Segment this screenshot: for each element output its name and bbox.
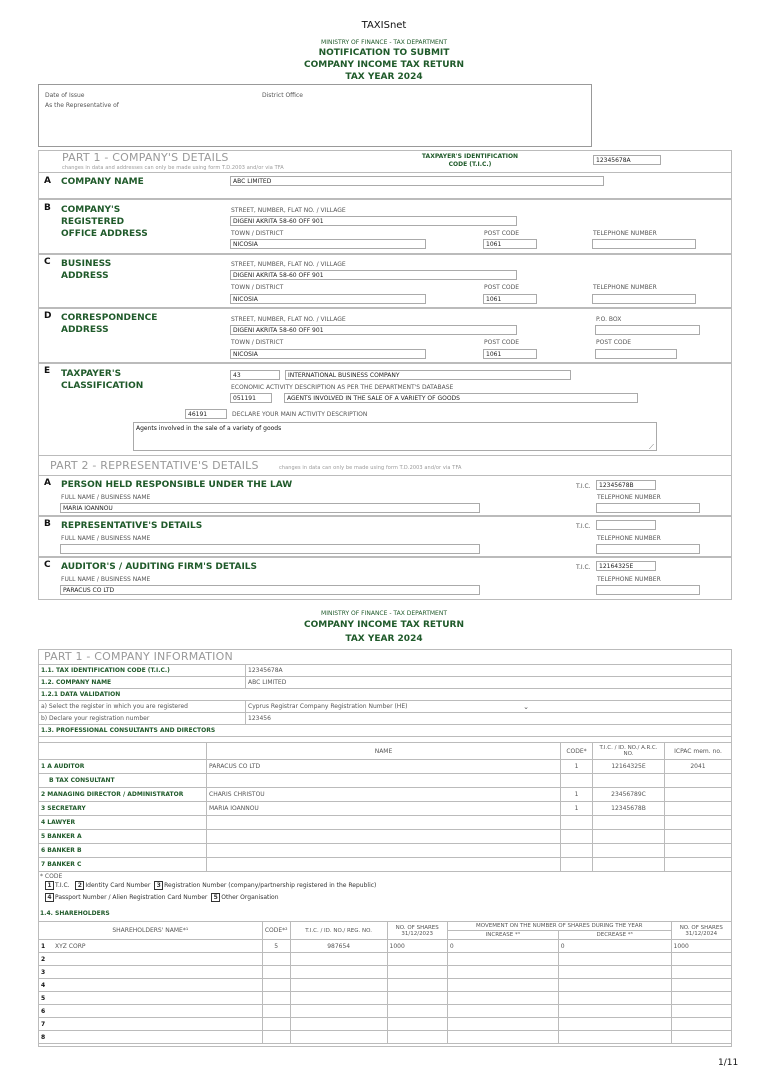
tax-year-title: TAX YEAR 2024 bbox=[345, 72, 423, 82]
shareholder-row-number: 5 bbox=[41, 994, 46, 1002]
consultant-name[interactable]: CHARIS CHRISTOU bbox=[207, 788, 561, 802]
shareholder-row bbox=[39, 979, 732, 992]
consultant-name[interactable]: PARACUS CO LTD bbox=[207, 760, 561, 774]
classification-title-1: TAXPAYER'S bbox=[61, 369, 122, 379]
shareholder-decrease[interactable] bbox=[558, 1031, 671, 1044]
shareholder-shares-2024[interactable] bbox=[671, 1031, 731, 1044]
shareholder-decrease[interactable] bbox=[558, 966, 671, 979]
town-field[interactable]: NICOSIA bbox=[230, 349, 426, 359]
company-name-field[interactable]: ABC LIMITED bbox=[230, 176, 604, 186]
sh-header-shares-2024: NO. OF SHARES 31/12/2024 bbox=[671, 922, 731, 940]
notification-title: NOTIFICATION TO SUBMIT bbox=[318, 48, 450, 58]
town-field[interactable]: NICOSIA bbox=[230, 239, 426, 249]
shareholders-title: 1.4. SHAREHOLDERS bbox=[40, 910, 110, 917]
shareholder-code[interactable] bbox=[262, 1031, 290, 1044]
issue-box bbox=[38, 84, 592, 147]
class-desc-field[interactable]: INTERNATIONAL BUSINESS COMPANY bbox=[285, 370, 571, 380]
consultant-tic[interactable] bbox=[593, 844, 665, 858]
consultant-role: 7 BANKER C bbox=[39, 858, 207, 872]
shareholder-code[interactable] bbox=[262, 992, 290, 1005]
telephone-field[interactable] bbox=[592, 239, 696, 249]
shareholder-increase[interactable] bbox=[447, 1031, 558, 1044]
street-label: STREET, NUMBER, FLAT NO. / VILLAGE bbox=[231, 261, 346, 268]
po-box-label: P.O. BOX bbox=[596, 316, 622, 323]
consultant-header-tic: T.I.C. / ID. NO./ A.R.C. NO. bbox=[593, 743, 665, 760]
street-field[interactable]: DIGENI AKRITA 58-60 OFF 901 bbox=[230, 216, 517, 226]
shareholder-shares-2024[interactable] bbox=[671, 992, 731, 1005]
post-code-field[interactable]: 1061 bbox=[483, 294, 537, 304]
shareholder-increase[interactable] bbox=[447, 1005, 558, 1018]
registered-office-title-1: COMPANY'S bbox=[61, 205, 121, 215]
tic-label-2: CODE (T.I.C.) bbox=[448, 161, 492, 168]
consultant-role: 3 SECRETARY bbox=[39, 802, 207, 816]
shareholder-name-cell[interactable] bbox=[39, 1031, 263, 1044]
shareholder-increase[interactable] bbox=[447, 992, 558, 1005]
tic-label: T.I.C. bbox=[576, 564, 591, 571]
shareholder-decrease[interactable] bbox=[558, 953, 671, 966]
consultant-header-blank bbox=[39, 743, 207, 760]
shareholder-name-cell[interactable] bbox=[39, 979, 263, 992]
class-code-field[interactable]: 43 bbox=[230, 370, 280, 380]
consultant-code[interactable]: 1 bbox=[561, 760, 593, 774]
consultant-header-code: CODE* bbox=[561, 743, 593, 760]
sh-header-increase: INCREASE *³ bbox=[447, 931, 558, 940]
tic-row-label: 1.1. TAX IDENTIFICATION CODE (T.I.C.) bbox=[39, 665, 246, 677]
main-activity-label: DECLARE YOUR MAIN ACTIVITY DESCRIPTION bbox=[232, 411, 368, 418]
business-address-title-1: BUSINESS bbox=[61, 259, 112, 269]
shareholder-row bbox=[39, 953, 732, 966]
data-validation-label: 1.2.1 DATA VALIDATION bbox=[39, 689, 732, 701]
code-1-label: T.I.C. bbox=[55, 882, 70, 889]
shareholder-decrease[interactable] bbox=[558, 1018, 671, 1031]
econ-activity-label: ECONOMIC ACTIVITY DESCRIPTION AS PER THE DEPARTMENT'S DATABASE bbox=[231, 384, 454, 391]
code-2-box: 2 bbox=[75, 881, 84, 890]
shareholder-code[interactable] bbox=[262, 979, 290, 992]
tic-label: T.I.C. bbox=[576, 483, 591, 490]
shareholder-tic[interactable] bbox=[290, 1005, 387, 1018]
full-name-label: FULL NAME / BUSINESS NAME bbox=[61, 535, 151, 542]
tic-field[interactable]: 12345678B bbox=[596, 480, 656, 490]
tic-field[interactable]: 12345678A bbox=[593, 155, 661, 165]
consultant-header-name: NAME bbox=[207, 743, 561, 760]
register-select-value: Cyprus Registrar Company Registration Number (HE) bbox=[248, 702, 408, 710]
company-info-table bbox=[38, 664, 732, 737]
company-name-row-label: 1.2. COMPANY NAME bbox=[39, 677, 246, 689]
shareholder-name-cell[interactable] bbox=[39, 940, 263, 953]
town-field[interactable]: NICOSIA bbox=[230, 294, 426, 304]
section-b-letter: B bbox=[44, 203, 51, 213]
sh-header-decrease: DECREASE *³ bbox=[558, 931, 671, 940]
shareholder-name-cell[interactable] bbox=[39, 1018, 263, 1031]
resize-handle-icon[interactable]: ⟋ bbox=[649, 443, 654, 451]
full-name-label: FULL NAME / BUSINESS NAME bbox=[61, 494, 151, 501]
shareholder-tic[interactable] bbox=[290, 992, 387, 1005]
consultant-code[interactable] bbox=[561, 858, 593, 872]
shareholder-name-cell[interactable] bbox=[39, 953, 263, 966]
part2-note: changes in data can only be made using form T.D.2003 and/or via TFA bbox=[279, 465, 462, 471]
section-d-letter: D bbox=[44, 311, 52, 321]
shareholder-row bbox=[39, 1018, 732, 1031]
town-label: TOWN / DISTRICT bbox=[231, 230, 284, 237]
consultant-icpac[interactable] bbox=[665, 844, 732, 858]
shareholder-row bbox=[39, 966, 732, 979]
sh-header-tic: T.I.C. / ID. NO./ REG. NO. bbox=[290, 922, 387, 940]
consultant-role: 6 BANKER B bbox=[39, 844, 207, 858]
shareholder-shares-2024[interactable] bbox=[671, 1005, 731, 1018]
shareholders-table bbox=[38, 921, 732, 1044]
part2-title: PART 2 - REPRESENTATIVE'S DETAILS bbox=[50, 459, 259, 472]
telephone-label: TELEPHONE NUMBER bbox=[597, 535, 661, 542]
shareholder-name: XYZ CORP bbox=[55, 942, 86, 950]
part1-title: PART 1 - COMPANY'S DETAILS bbox=[62, 151, 229, 164]
post-code-field[interactable]: 1061 bbox=[483, 349, 537, 359]
code-5-box: 5 bbox=[211, 893, 220, 902]
district-office-label: District Office bbox=[262, 92, 303, 99]
full-name-field[interactable]: PARACUS CO LTD bbox=[60, 585, 480, 595]
street-field[interactable]: DIGENI AKRITA 58-60 OFF 901 bbox=[230, 270, 517, 280]
consultants-label: 1.3. PROFESSIONAL CONSULTANTS AND DIRECTORS bbox=[39, 725, 732, 737]
tic-label: T.I.C. bbox=[576, 523, 591, 530]
consultants-table bbox=[38, 742, 732, 872]
shareholder-code[interactable] bbox=[262, 966, 290, 979]
representative-title: REPRESENTATIVE'S DETAILS bbox=[61, 521, 203, 531]
shareholder-row bbox=[39, 1005, 732, 1018]
business-address-title-2: ADDRESS bbox=[61, 271, 109, 281]
shareholder-shares-2023[interactable] bbox=[387, 992, 447, 1005]
telephone-label: TELEPHONE NUMBER bbox=[593, 230, 657, 237]
telephone-label: TELEPHONE NUMBER bbox=[597, 576, 661, 583]
tic-field[interactable]: 12164325E bbox=[596, 561, 656, 571]
registered-office-title-3: OFFICE ADDRESS bbox=[61, 229, 148, 239]
consultant-role: 5 BANKER A bbox=[39, 830, 207, 844]
consultant-code[interactable] bbox=[561, 844, 593, 858]
shareholder-shares-2024[interactable] bbox=[671, 953, 731, 966]
main-activity-text: Agents involved in the sale of a variety of goods bbox=[136, 425, 282, 432]
registration-number-label: b) Declare your registration number bbox=[39, 713, 246, 725]
part1-note: changes in data and addresses can only be made using form T.D.2003 and/or via TFA bbox=[62, 165, 284, 171]
sh-header-name: SHAREHOLDERS' NAME*¹ bbox=[39, 922, 263, 940]
consultant-icpac[interactable] bbox=[665, 802, 732, 816]
shareholder-shares-2024[interactable] bbox=[671, 979, 731, 992]
section-e-letter: E bbox=[44, 366, 51, 376]
shareholder-name-cell[interactable] bbox=[39, 992, 263, 1005]
town-label: TOWN / DISTRICT bbox=[231, 339, 284, 346]
consultant-icpac[interactable] bbox=[665, 816, 732, 830]
tic-row-value[interactable]: 12345678A bbox=[246, 665, 732, 677]
shareholder-row-number: 4 bbox=[41, 981, 46, 989]
telephone-field[interactable] bbox=[596, 544, 700, 554]
shareholder-tic[interactable] bbox=[290, 1031, 387, 1044]
consultant-tic[interactable] bbox=[593, 816, 665, 830]
shareholder-row-number: 3 bbox=[41, 968, 46, 976]
shareholder-row bbox=[39, 1031, 732, 1044]
consultant-code[interactable] bbox=[561, 830, 593, 844]
correspondence-title-1: CORRESPONDENCE bbox=[61, 313, 158, 323]
shareholder-tic[interactable] bbox=[290, 966, 387, 979]
shareholder-code[interactable] bbox=[262, 1018, 290, 1031]
telephone-field[interactable] bbox=[592, 294, 696, 304]
shareholder-row bbox=[39, 992, 732, 1005]
consultant-tic[interactable]: 23456789C bbox=[593, 788, 665, 802]
shareholder-tic[interactable]: 987654 bbox=[290, 940, 387, 953]
code-5-label: Other Organisation bbox=[221, 894, 279, 901]
consultant-role: 2 MANAGING DIRECTOR / ADMINISTRATOR bbox=[39, 788, 207, 802]
consultant-role: 4 LAWYER bbox=[39, 816, 207, 830]
shareholder-name-cell[interactable] bbox=[39, 1005, 263, 1018]
shareholder-row-number: 7 bbox=[41, 1020, 46, 1028]
shareholder-row-number: 1 bbox=[41, 942, 46, 950]
shareholder-tic[interactable] bbox=[290, 979, 387, 992]
shareholder-row-number: 6 bbox=[41, 1007, 46, 1015]
shareholder-shares-2023[interactable] bbox=[387, 1005, 447, 1018]
shareholder-decrease[interactable] bbox=[558, 979, 671, 992]
company-name-row-value[interactable]: ABC LIMITED bbox=[246, 677, 732, 689]
street-field[interactable]: DIGENI AKRITA 58-60 OFF 901 bbox=[230, 325, 517, 335]
main-activity-code-field[interactable]: 46191 bbox=[185, 409, 227, 419]
consultant-row bbox=[39, 802, 732, 816]
post-code-label: POST CODE bbox=[484, 284, 520, 291]
consultant-name[interactable] bbox=[207, 858, 561, 872]
classification-title-2: CLASSIFICATION bbox=[61, 381, 144, 391]
consultant-tic[interactable] bbox=[593, 774, 665, 788]
sh-header-movement: MOVEMENT ON THE NUMBER OF SHARES DURING THE YEAR bbox=[447, 922, 671, 931]
company-info-title: PART 1 - COMPANY INFORMATION bbox=[44, 650, 233, 663]
shareholder-decrease[interactable] bbox=[558, 1005, 671, 1018]
town-label: TOWN / DISTRICT bbox=[231, 284, 284, 291]
consultant-row bbox=[39, 858, 732, 872]
post-code-label: POST CODE bbox=[484, 230, 520, 237]
street-label: STREET, NUMBER, FLAT NO. / VILLAGE bbox=[231, 207, 346, 214]
code-legend-title: * CODE bbox=[40, 873, 63, 880]
consultant-tic[interactable]: 12164325E bbox=[593, 760, 665, 774]
code-4-box: 4 bbox=[45, 893, 54, 902]
consultant-tic[interactable] bbox=[593, 830, 665, 844]
representative-of-label: As the Representative of bbox=[45, 102, 119, 109]
consultant-row bbox=[39, 816, 732, 830]
tax-year-title-2: TAX YEAR 2024 bbox=[345, 634, 423, 644]
po-post-code-field[interactable] bbox=[595, 349, 677, 359]
consultant-code[interactable] bbox=[561, 816, 593, 830]
p2-b-letter: B bbox=[44, 519, 51, 529]
consultant-role: 1 A AUDITOR bbox=[39, 760, 207, 774]
code-2-label: Identity Card Number bbox=[85, 882, 151, 889]
code-3-box: 3 bbox=[154, 881, 163, 890]
consultant-role: B TAX CONSULTANT bbox=[39, 774, 207, 788]
telephone-label: TELEPHONE NUMBER bbox=[597, 494, 661, 501]
code-1-box: 1 bbox=[45, 881, 54, 890]
econ-code-field[interactable]: 051191 bbox=[230, 393, 272, 403]
register-select[interactable] bbox=[246, 701, 732, 713]
code-legend-line-1 bbox=[45, 881, 376, 890]
consultant-name[interactable] bbox=[207, 816, 561, 830]
consultant-name[interactable] bbox=[207, 830, 561, 844]
shareholder-shares-2023[interactable] bbox=[387, 1031, 447, 1044]
telephone-field[interactable] bbox=[596, 585, 700, 595]
post-code-label: POST CODE bbox=[484, 339, 520, 346]
shareholder-tic[interactable] bbox=[290, 953, 387, 966]
shareholder-increase[interactable] bbox=[447, 953, 558, 966]
p2-a-letter: A bbox=[44, 478, 51, 488]
company-name-title: COMPANY NAME bbox=[61, 177, 144, 187]
consultant-tic[interactable]: 12345678B bbox=[593, 802, 665, 816]
full-name-field[interactable]: MARIA IOANNOU bbox=[60, 503, 480, 513]
telephone-field[interactable] bbox=[596, 503, 700, 513]
full-name-field[interactable] bbox=[60, 544, 480, 554]
shareholder-row-number: 2 bbox=[41, 955, 46, 963]
registration-number-field[interactable]: 123456 bbox=[246, 713, 732, 725]
consultant-row bbox=[39, 760, 732, 774]
return-title-2: COMPANY INCOME TAX RETURN bbox=[304, 620, 464, 630]
shareholder-increase[interactable]: 0 bbox=[447, 940, 558, 953]
section-c-letter: C bbox=[44, 257, 51, 267]
code-3-label: Registration Number (company/partnership registered in the Republic) bbox=[164, 882, 377, 889]
sh-header-shares-2023: NO. OF SHARES 31/12/2023 bbox=[387, 922, 447, 940]
shareholder-increase[interactable] bbox=[447, 1018, 558, 1031]
shareholder-decrease[interactable] bbox=[558, 992, 671, 1005]
consultant-code[interactable]: 1 bbox=[561, 788, 593, 802]
code-4-label: Passport Number / Alien Registration Card Number bbox=[55, 894, 208, 901]
shareholder-row-number: 8 bbox=[41, 1033, 46, 1041]
return-title: COMPANY INCOME TAX RETURN bbox=[304, 60, 464, 70]
shareholder-code[interactable] bbox=[262, 1005, 290, 1018]
po-box-field[interactable] bbox=[595, 325, 700, 335]
chevron-down-icon[interactable]: ⌄ bbox=[523, 702, 529, 711]
correspondence-title-2: ADDRESS bbox=[61, 325, 109, 335]
telephone-label: TELEPHONE NUMBER bbox=[593, 284, 657, 291]
shareholder-name-cell[interactable] bbox=[39, 966, 263, 979]
consultant-header-icpac: ICPAC mem. no. bbox=[665, 743, 732, 760]
consultant-row bbox=[39, 830, 732, 844]
page-header-title: TAXISnet bbox=[361, 20, 407, 31]
auditor-title: AUDITOR'S / AUDITING FIRM'S DETAILS bbox=[61, 562, 258, 572]
shareholder-shares-2023[interactable] bbox=[387, 966, 447, 979]
ministry-label: MINISTRY OF FINANCE - TAX DEPARTMENT bbox=[321, 39, 447, 46]
consultant-name[interactable] bbox=[207, 844, 561, 858]
shareholder-shares-2023[interactable]: 1000 bbox=[387, 940, 447, 953]
street-label: STREET, NUMBER, FLAT NO. / VILLAGE bbox=[231, 316, 346, 323]
consultant-name[interactable]: MARIA IOANNOU bbox=[207, 802, 561, 816]
sh-header-code: CODE*² bbox=[262, 922, 290, 940]
consultant-tic[interactable] bbox=[593, 858, 665, 872]
consultant-code[interactable] bbox=[561, 774, 593, 788]
p2-c-letter: C bbox=[44, 560, 51, 570]
full-name-label: FULL NAME / BUSINESS NAME bbox=[61, 576, 151, 583]
consultant-name[interactable] bbox=[207, 774, 561, 788]
person-responsible-title: PERSON HELD RESPONSIBLE UNDER THE LAW bbox=[61, 480, 293, 490]
date-of-issue-label: Date of Issue bbox=[45, 92, 85, 99]
post-code-field[interactable]: 1061 bbox=[483, 239, 537, 249]
shareholder-code[interactable]: 5 bbox=[262, 940, 290, 953]
shareholder-decrease[interactable]: 0 bbox=[558, 940, 671, 953]
shareholder-shares-2023[interactable] bbox=[387, 979, 447, 992]
shareholder-shares-2023[interactable] bbox=[387, 1018, 447, 1031]
registered-office-title-2: REGISTERED bbox=[61, 217, 125, 227]
consultant-row bbox=[39, 844, 732, 858]
econ-desc-field[interactable]: AGENTS INVOLVED IN THE SALE OF A VARIETY OF GOODS bbox=[284, 393, 638, 403]
shareholder-shares-2024[interactable] bbox=[671, 966, 731, 979]
shareholder-row bbox=[39, 940, 732, 953]
register-select-label: a) Select the register in which you are registered bbox=[39, 701, 246, 713]
shareholder-increase[interactable] bbox=[447, 966, 558, 979]
consultant-icpac[interactable] bbox=[665, 774, 732, 788]
shareholder-shares-2024[interactable]: 1000 bbox=[671, 940, 731, 953]
consultant-row bbox=[39, 774, 732, 788]
code-legend-line-2 bbox=[45, 893, 279, 902]
shareholder-tic[interactable] bbox=[290, 1018, 387, 1031]
consultant-icpac[interactable] bbox=[665, 830, 732, 844]
shareholder-increase[interactable] bbox=[447, 979, 558, 992]
consultant-icpac[interactable] bbox=[665, 788, 732, 802]
consultant-code[interactable]: 1 bbox=[561, 802, 593, 816]
consultant-row bbox=[39, 788, 732, 802]
po-post-code-label: POST CODE bbox=[596, 339, 632, 346]
tic-field[interactable] bbox=[596, 520, 656, 530]
ministry-label-2: MINISTRY OF FINANCE - TAX DEPARTMENT bbox=[321, 610, 447, 617]
shareholder-code[interactable] bbox=[262, 953, 290, 966]
consultant-icpac[interactable]: 2041 bbox=[665, 760, 732, 774]
consultant-icpac[interactable] bbox=[665, 858, 732, 872]
shareholder-shares-2024[interactable] bbox=[671, 1018, 731, 1031]
page-number: 1/11 bbox=[718, 1058, 739, 1068]
tic-label-1: TAXPAYER'S IDENTIFICATION bbox=[421, 153, 519, 160]
shareholder-shares-2023[interactable] bbox=[387, 953, 447, 966]
section-a-letter: A bbox=[44, 176, 51, 186]
